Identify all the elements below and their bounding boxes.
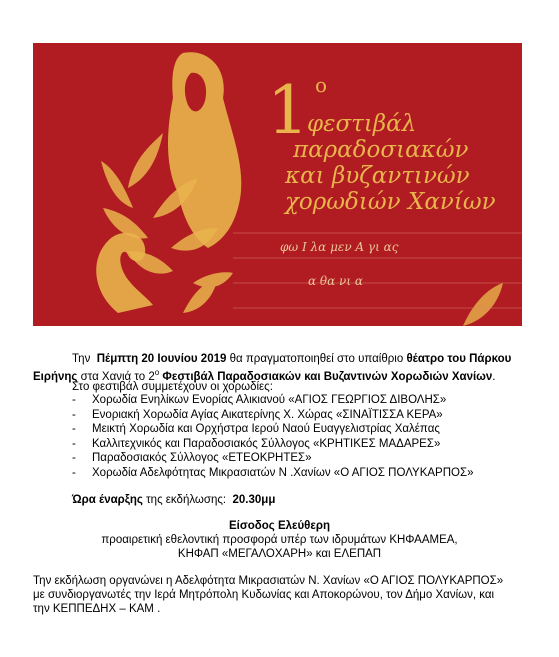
choir-name: Χορωδία Ενηλίκων Ενορίας Αλικιανού «ΑΓΙΟΣ ΓΕΩΡΓΙΟΣ ΔΙΒΟΛΗΣ»	[92, 394, 447, 406]
choir-name: Μεικτή Χορωδία και Ορχήστρα Ιερού Ναού Ευαγγελιστρίας Χαλέπας	[92, 423, 440, 436]
choirs-intro: Στο φεστιβάλ συμμετέχουν οι χορωδίες:	[72, 381, 273, 393]
intro-line-1	[72, 352, 511, 366]
organizer-line-1: Την εκδήλωση οργανώνει η Αδελφότητα Μικρασιατών Ν. Χανίων «Ο ΑΓΙΟΣ ΠΟΛΥΚΑΡΠΟΣ»	[33, 575, 504, 587]
woman-figure	[168, 52, 241, 248]
list-item: - Χορωδία Ενηλίκων Ενορίας Αλικιανού «ΑΓΙΟΣ ΓΕΩΡΓΙΟΣ ΔΙΒΟΛΗΣ»	[72, 394, 447, 406]
intro-text: θα πραγματοποιηθεί στο υπαίθριο	[229, 353, 404, 365]
neume-line-2: α θα νι α	[308, 274, 363, 288]
title-number: 1	[267, 72, 309, 149]
intro-text: στα Χανιά το 2	[80, 370, 155, 383]
list-item: - Μεικτή Χορωδία και Ορχήστρα Ιερού Ναού Ευαγγελιστρίας Χαλέπας	[72, 423, 440, 436]
neume-lyrics	[268, 238, 398, 290]
organizer-line-3: την ΚΕΠΠΕΔΗΧ – ΚΑΜ .	[33, 603, 161, 615]
venue-name: θέατρο του Πάρκου	[406, 353, 512, 365]
choir-name: Ενοριακή Χορωδία Αγίας Αικατερίνης Χ. Χώρας «ΣΙΝΑΪΤΙΣΣΑ ΚΕΡΑ»	[92, 408, 443, 421]
entry-title	[0, 519, 559, 533]
title-line-1: φεστιβάλ	[307, 111, 417, 137]
swan-figure	[96, 233, 153, 313]
intro-text: .	[492, 370, 496, 383]
list-item: - Καλλιτεχνικός και Παραδοσιακός Σύλλογος «ΚΡΗΤΙΚΕΣ ΜΑΔΑΡΕΣ»	[72, 437, 441, 450]
start-label: Ώρα έναρξης	[72, 494, 143, 506]
venue-name: Ειρήνης	[33, 370, 78, 383]
free-entry-heading: Είσοδος Ελεύθερη	[229, 520, 330, 532]
festival-poster	[33, 43, 522, 326]
festival-name: Φεστιβάλ Παραδοσιακών και Βυζαντινών Χορωδιών Χανίων	[162, 370, 493, 383]
title-line-4: χορωδιών Χανίων	[285, 189, 496, 215]
start-time	[72, 493, 275, 507]
neume-line-1: φω Ι λα μεν Α γι ας	[280, 240, 399, 254]
title-superscript: ο	[315, 73, 328, 97]
intro-text: Την	[72, 353, 91, 365]
title-line-2: παραδοσιακών	[293, 137, 469, 163]
start-time-value: 20.30μμ	[232, 494, 276, 506]
choir-name: Χορωδία Αδελφότητας Μικρασιατών Ν .Χανίων «Ο ΑΓΙΟΣ ΠΟΛΥΚΑΡΠΟΣ»	[92, 466, 474, 479]
entry-line-2: ΚΗΦΑΠ «ΜΕΓΑΛΟΧΑΡΗ» και ΕΛΕΠΑΠ	[177, 548, 382, 560]
ordinal-superscript: ο	[154, 368, 160, 377]
list-item: - Χορωδία Αδελφότητας Μικρασιατών Ν .Χανίων «Ο ΑΓΙΟΣ ΠΟΛΥΚΑΡΠΟΣ»	[72, 466, 474, 479]
start-label-rest: της εκδήλωσης:	[146, 494, 227, 506]
event-date: Πέμπτη 20 Ιουνίου 2019	[96, 353, 227, 365]
choir-name: Καλλιτεχνικός και Παραδοσιακός Σύλλογος «ΚΡΗΤΙΚΕΣ ΜΑΔΑΡΕΣ»	[92, 437, 441, 450]
list-item: - Ενοριακή Χορωδία Αγίας Αικατερίνης Χ. Χώρας «ΣΙΝΑΪΤΙΣΣΑ ΚΕΡΑ»	[72, 408, 443, 421]
title-line-3: και βυζαντινών	[285, 163, 470, 189]
organizer-line-2: με συνδιοργανωτές την Ιερά Μητρόπολη Κυδωνίας και Αποκορώνου, τον Δήμο Χανίων, και	[33, 589, 495, 601]
entry-line-1: προαιρετική εθελοντική προσφορά υπέρ των ιδρυμάτων ΚΗΦΑΑΜΕΑ,	[101, 534, 458, 546]
choir-name: Παραδοσιακός Σύλλογος «ΕΤΕΟΚΡΗΤΕΣ»	[92, 452, 312, 465]
list-item: - Παραδοσιακός Σύλλογος «ΕΤΕΟΚΡΗΤΕΣ»	[72, 452, 312, 465]
choir-list	[72, 393, 473, 481]
